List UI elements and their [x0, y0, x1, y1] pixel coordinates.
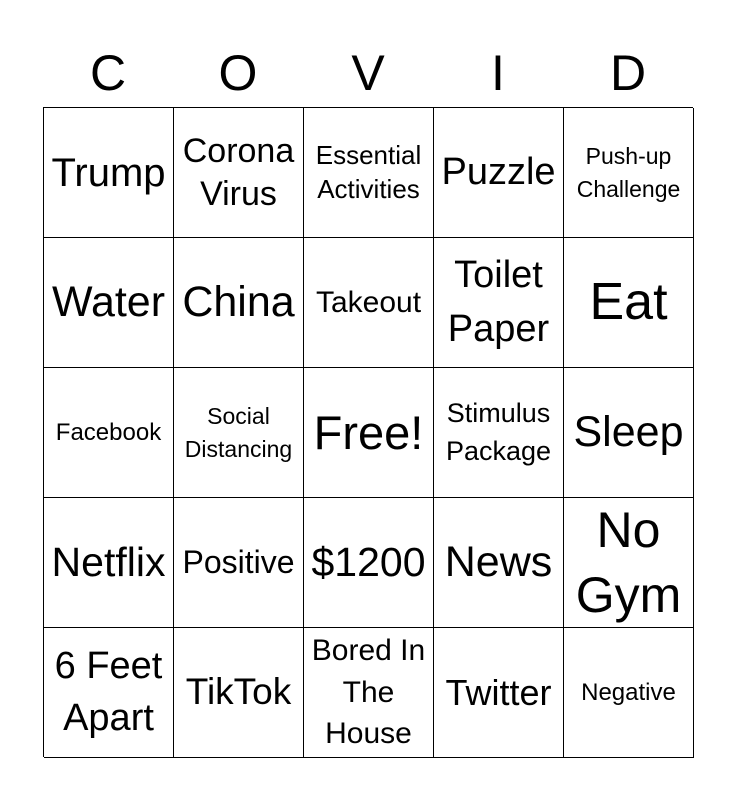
bingo-board [43, 107, 693, 757]
bingo-cell[interactable] [564, 368, 694, 498]
cell-label: Twitter [445, 671, 552, 713]
cell-label: Water [51, 277, 166, 326]
bingo-cell[interactable] [564, 108, 694, 238]
bingo-cell[interactable] [434, 368, 564, 498]
bingo-cell[interactable] [44, 628, 174, 758]
bingo-cell[interactable] [174, 628, 304, 758]
bingo-cell[interactable] [564, 628, 694, 758]
cell-label: Sleep [573, 407, 684, 456]
bingo-cell[interactable] [434, 108, 564, 238]
bingo-cell[interactable] [44, 368, 174, 498]
cell-label: Free! [313, 405, 424, 459]
cell-label: News [444, 537, 553, 586]
cell-label: Stimulus Package [445, 397, 552, 466]
header-letter-o: O [218, 45, 258, 101]
bingo-cell[interactable] [564, 238, 694, 368]
bingo-cell[interactable] [44, 238, 174, 368]
cell-label: Essential Activities [315, 139, 422, 204]
bingo-cell[interactable] [434, 238, 564, 368]
bingo-cell[interactable] [174, 368, 304, 498]
cell-label: Bored In The House [311, 634, 426, 751]
bingo-cell[interactable] [564, 498, 694, 628]
bingo-header [43, 40, 693, 106]
cell-label: Puzzle [441, 150, 556, 193]
cell-label: Toilet Paper [447, 254, 550, 350]
cell-label: $1200 [311, 538, 426, 585]
bingo-cell[interactable] [174, 238, 304, 368]
bingo-cell[interactable] [304, 368, 434, 498]
cell-label: Takeout [315, 285, 422, 319]
cell-label: China [182, 277, 295, 326]
header-letter-v: V [351, 45, 385, 101]
cell-label: TikTok [185, 671, 292, 713]
cell-label: No Gym [575, 501, 682, 623]
header-letter-d: D [609, 45, 647, 101]
bingo-cell[interactable] [44, 498, 174, 628]
cell-label: Facebook [55, 418, 162, 446]
bingo-cell[interactable] [174, 498, 304, 628]
bingo-cell[interactable] [304, 108, 434, 238]
header-letter-i: I [491, 45, 505, 101]
bingo-cell[interactable] [304, 628, 434, 758]
cell-label: 6 Feet Apart [54, 645, 163, 739]
bingo-cell[interactable] [304, 498, 434, 628]
cell-label: Negative [581, 678, 676, 706]
bingo-cell[interactable] [434, 628, 564, 758]
cell-label: Eat [589, 273, 668, 332]
bingo-cell[interactable] [304, 238, 434, 368]
cell-label: Social Distancing [184, 403, 293, 462]
bingo-cell[interactable] [434, 498, 564, 628]
bingo-cell[interactable] [174, 108, 304, 238]
cell-label: Corona Virus [182, 132, 295, 213]
bingo-cell[interactable] [44, 108, 174, 238]
header-letter-c: C [89, 45, 127, 101]
cell-label: Netflix [51, 538, 166, 585]
cell-label: Trump [51, 150, 166, 195]
cell-label: Push-up Challenge [576, 143, 681, 202]
cell-label: Positive [182, 543, 295, 580]
